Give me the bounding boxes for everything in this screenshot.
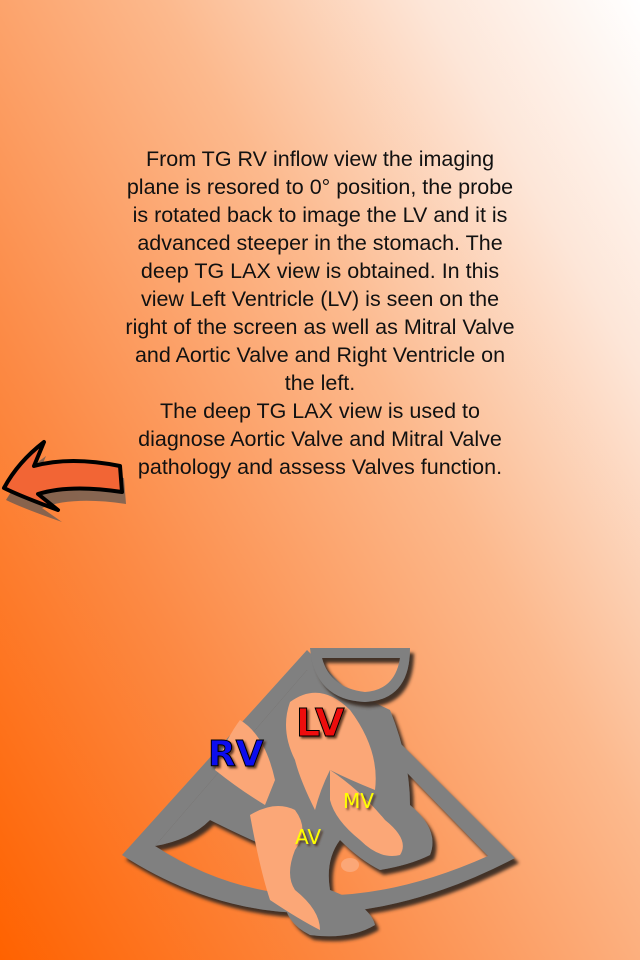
description-line: and Aortic Valve and Right Ventricle on (134, 343, 506, 367)
view-description (60, 145, 580, 481)
left-arrow-icon (4, 442, 126, 522)
mv-label: MV (343, 789, 374, 813)
description-line: pathology and assess Valves function. (137, 455, 503, 479)
back-button[interactable] (0, 432, 132, 522)
description-line: right of the screen as well as Mitral Valve (125, 315, 515, 339)
rv-label: RV (208, 734, 264, 775)
description-line: advanced steeper in the stomach. The (137, 231, 503, 255)
description-line: view Left Ventricle (LV) is seen on the (140, 287, 500, 311)
description-line: diagnose Aortic Valve and Mitral Valve (138, 427, 502, 451)
lv-label: LV (296, 701, 345, 745)
av-label: AV (295, 825, 322, 849)
description-line: plane is resored to 0° position, the probe (126, 175, 514, 199)
description-line: deep TG LAX view is obtained. In this (140, 259, 500, 283)
description-line: the left. (284, 371, 356, 395)
description-line: is rotated back to image the LV and it is (132, 203, 508, 227)
valve-orifice (341, 858, 359, 872)
description-line: From TG RV inflow view the imaging (145, 147, 495, 171)
description-line: The deep TG LAX view is used to (160, 399, 480, 423)
deep-tg-lax-diagram (110, 640, 530, 960)
